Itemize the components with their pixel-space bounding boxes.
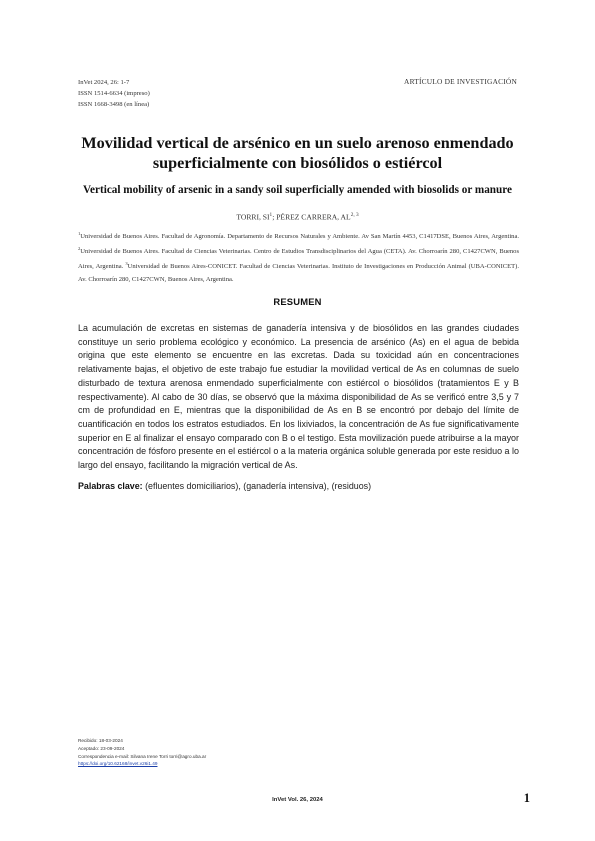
author-2-affil: 2, 3: [350, 212, 359, 218]
issn-online: ISSN 1668-3498 (en línea): [78, 101, 150, 108]
affil-3-num: 3: [125, 261, 128, 267]
title-line-1: Movilidad vertical de arsénico en un suelo arenoso enmendado: [81, 134, 514, 152]
correspondence: Correspondencia e-mail: Silvana Irene Torri torri@agro.uba.ar: [78, 753, 207, 759]
author-separator: ;: [272, 212, 277, 222]
journal-footer: InVet Vol. 26, 2024: [272, 797, 323, 803]
affiliations: [78, 228, 519, 286]
affil-1-num: 1: [78, 231, 81, 236]
page-number: 1: [523, 791, 530, 805]
issn-print: ISSN 1514-6634 (impreso): [78, 90, 150, 97]
title-line-2: superficialmente con biosólidos o estiércol: [152, 154, 443, 172]
accepted-date: Aceptado: 23-09-2024: [78, 745, 125, 751]
received-date: Recibido: 18-03-2024: [78, 738, 123, 743]
author-2: PÉREZ CARRERA, AL: [276, 212, 351, 222]
affil-2-num: 2: [78, 246, 81, 252]
journal-meta: [78, 77, 150, 110]
article-footnote: [78, 737, 206, 768]
keywords: [78, 480, 519, 492]
keywords-label: Palabras clave:: [78, 481, 143, 491]
article-type: ARTÍCULO DE INVESTIGACIÓN: [404, 77, 517, 86]
abstract-text: La acumulación de excretas en sistemas de ganadería intensiva y de biosólidos en las grandes ciudades constituye un serio problema ecológico y económico. La presencia de arsénico (As) en el agua de bebida origina que este elemento se encuentre en las excretas. Dada su toxicidad aún en concentraciones relativamente bajas, el objetivo de este trabajo fue estudiar la movilidad vertical de As en columnas de suelo disturbado de textura arenosa enmendado superficialmente con estiércol o biosólidos (tratamientos E y B respectivamente). Al cabo de 30 días, se observó que la máxima disponibilidad de As se verificó entre 3,5 y 7 cm de profundidad en E, mientras que la disponibilidad de As en B se encontró por debajo del límite de cuantificación en todos los estratos estudiados. En los lixiviados, la concentración de As fue significativamente superior en E al finalizar el ensayo comparado con B o el testigo. Esta movilización puede atribuirse a la mayor concentración de fósforo presente en el estiércol o a la materia orgánica soluble generada por este residuo a lo largo del ensayo, facilitando la migración vertical de As.: [78, 323, 519, 471]
author-1-affil: 1: [269, 212, 273, 218]
keywords-list: (efluentes domiciliarios), (ganadería intensiva), (residuos): [142, 481, 372, 491]
authors: [60, 210, 535, 223]
article-title: [60, 133, 535, 173]
affil-2: Universidad de Buenos Aires. Facultad de Ciencias Veterinarias. Centro de Estudios Transdisciplinarios del Agua (CETA). Av. Chorroarín 280, C1427CWN, Buenos Aires, Argentina.: [78, 248, 519, 271]
english-title: Vertical mobility of arsenic in a sandy soil superficially amended with biosolids or manure: [83, 184, 512, 196]
affil-3: Universidad de Buenos Aires-CONICET. Facultad de Ciencias Veterinarias. Instituto de Investigaciones en Producción Animal (UBA-CONICET). Av. Chorroarín 280, C1427CWN, Buenos Aires, Argentina.: [78, 263, 519, 283]
doi-link[interactable]: https://doi.org/10.62168/invet.v26i1.49: [78, 761, 158, 767]
author-1: TORRI, SI: [236, 212, 270, 222]
citation: InVet 2024, 26: 1-7: [78, 79, 130, 86]
resumen-heading: RESUMEN: [273, 296, 322, 307]
affil-1: Universidad de Buenos Aires. Facultad de Agronomía. Departamento de Recursos Naturales y Ambiente. Av San Martín 4453, C1417DSE, Buenos Aires, Argentina.: [80, 233, 519, 241]
